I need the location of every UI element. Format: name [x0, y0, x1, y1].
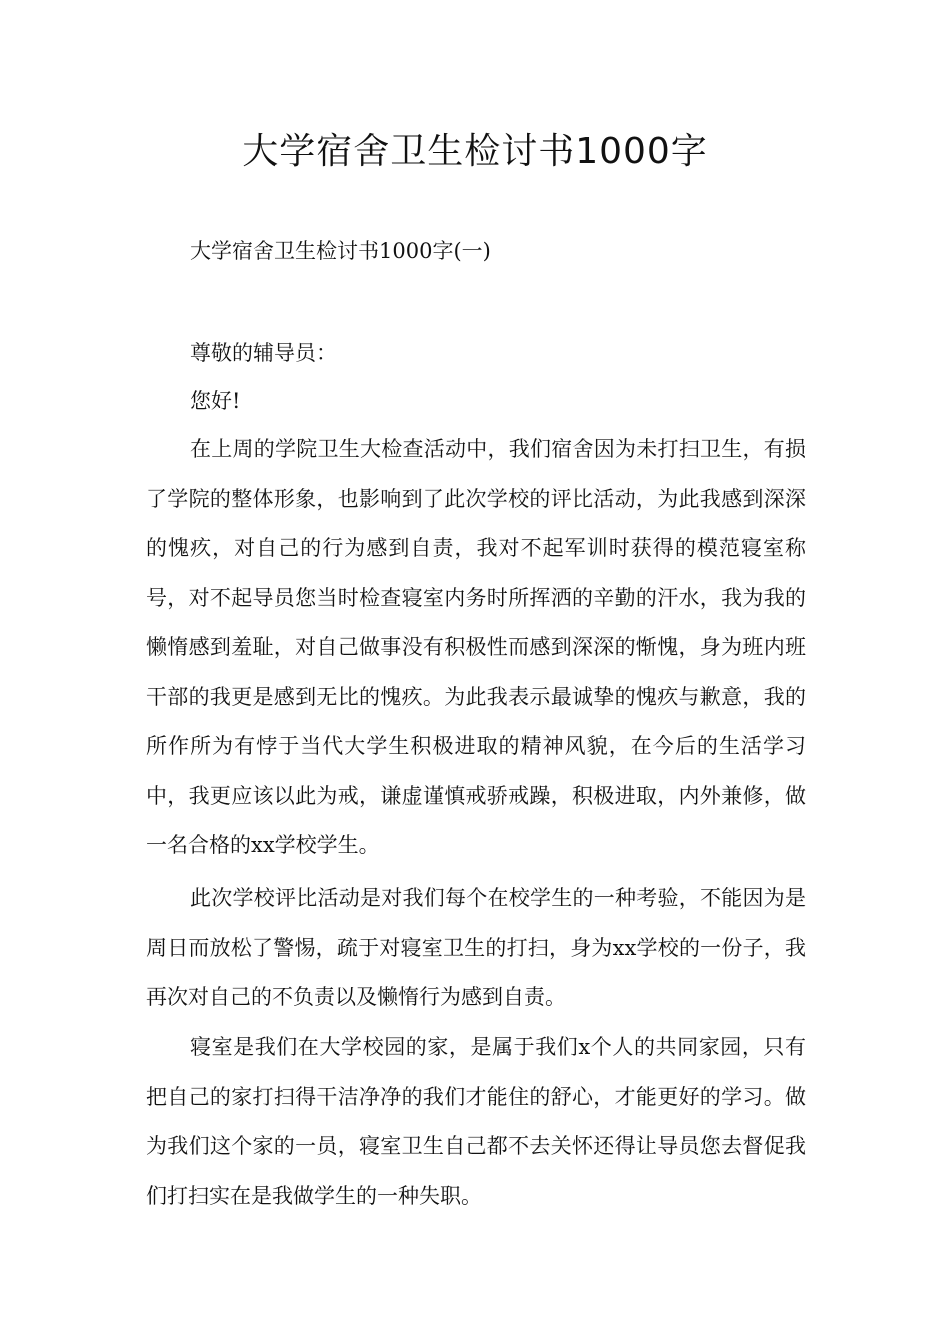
paragraph-2: 此次学校评比活动是对我们每个在校学生的一种考验，不能因为是周日而放松了警惕，疏于对寝室卫生的打扫，身为xx学校的一份子，我再次对自己的不负责以及懒惰行为感到自责。	[146, 886, 806, 1009]
document-subtitle: 大学宿舍卫生检讨书1000字(一)	[190, 239, 491, 263]
greeting: 您好!	[190, 389, 241, 413]
document-title: 大学宿舍卫生检讨书1000字	[242, 131, 708, 172]
salutation: 尊敬的辅导员：	[190, 341, 337, 365]
paragraph-3: 寝室是我们在大学校园的家，是属于我们x个人的共同家园，只有把自己的家打扫得干洁净净的我们才能住的舒心，才能更好的学习。做为我们这个家的一员，寝室卫生自己都不去关怀还得让导员您去督促我们打扫实在是我做学生的一种失职。	[146, 1035, 806, 1208]
paragraph-1: 在上周的学院卫生大检查活动中，我们宿舍因为未打扫卫生，有损了学院的整体形象，也影响到了此次学校的评比活动，为此我感到深深的愧疚，对自己的行为感到自责，我对不起军训时获得的模范寝室称号，对不起导员您当时检查寝室内务时所挥洒的辛勤的汗水，我为我的懒惰感到羞耻，对自己做事没有积极性而感到深深的惭愧，身为班内班干部的我更是感到无比的愧疚。为此我表示最诚挚的愧疚与歉意，我的所作所为有悖于当代大学生积极进取的精神风貌，在今后的生活学习中，我更应该以此为戒，谦虚谨慎戒骄戒躁，积极进取，内外兼修，做一名合格的xx学校学生。	[146, 437, 806, 857]
